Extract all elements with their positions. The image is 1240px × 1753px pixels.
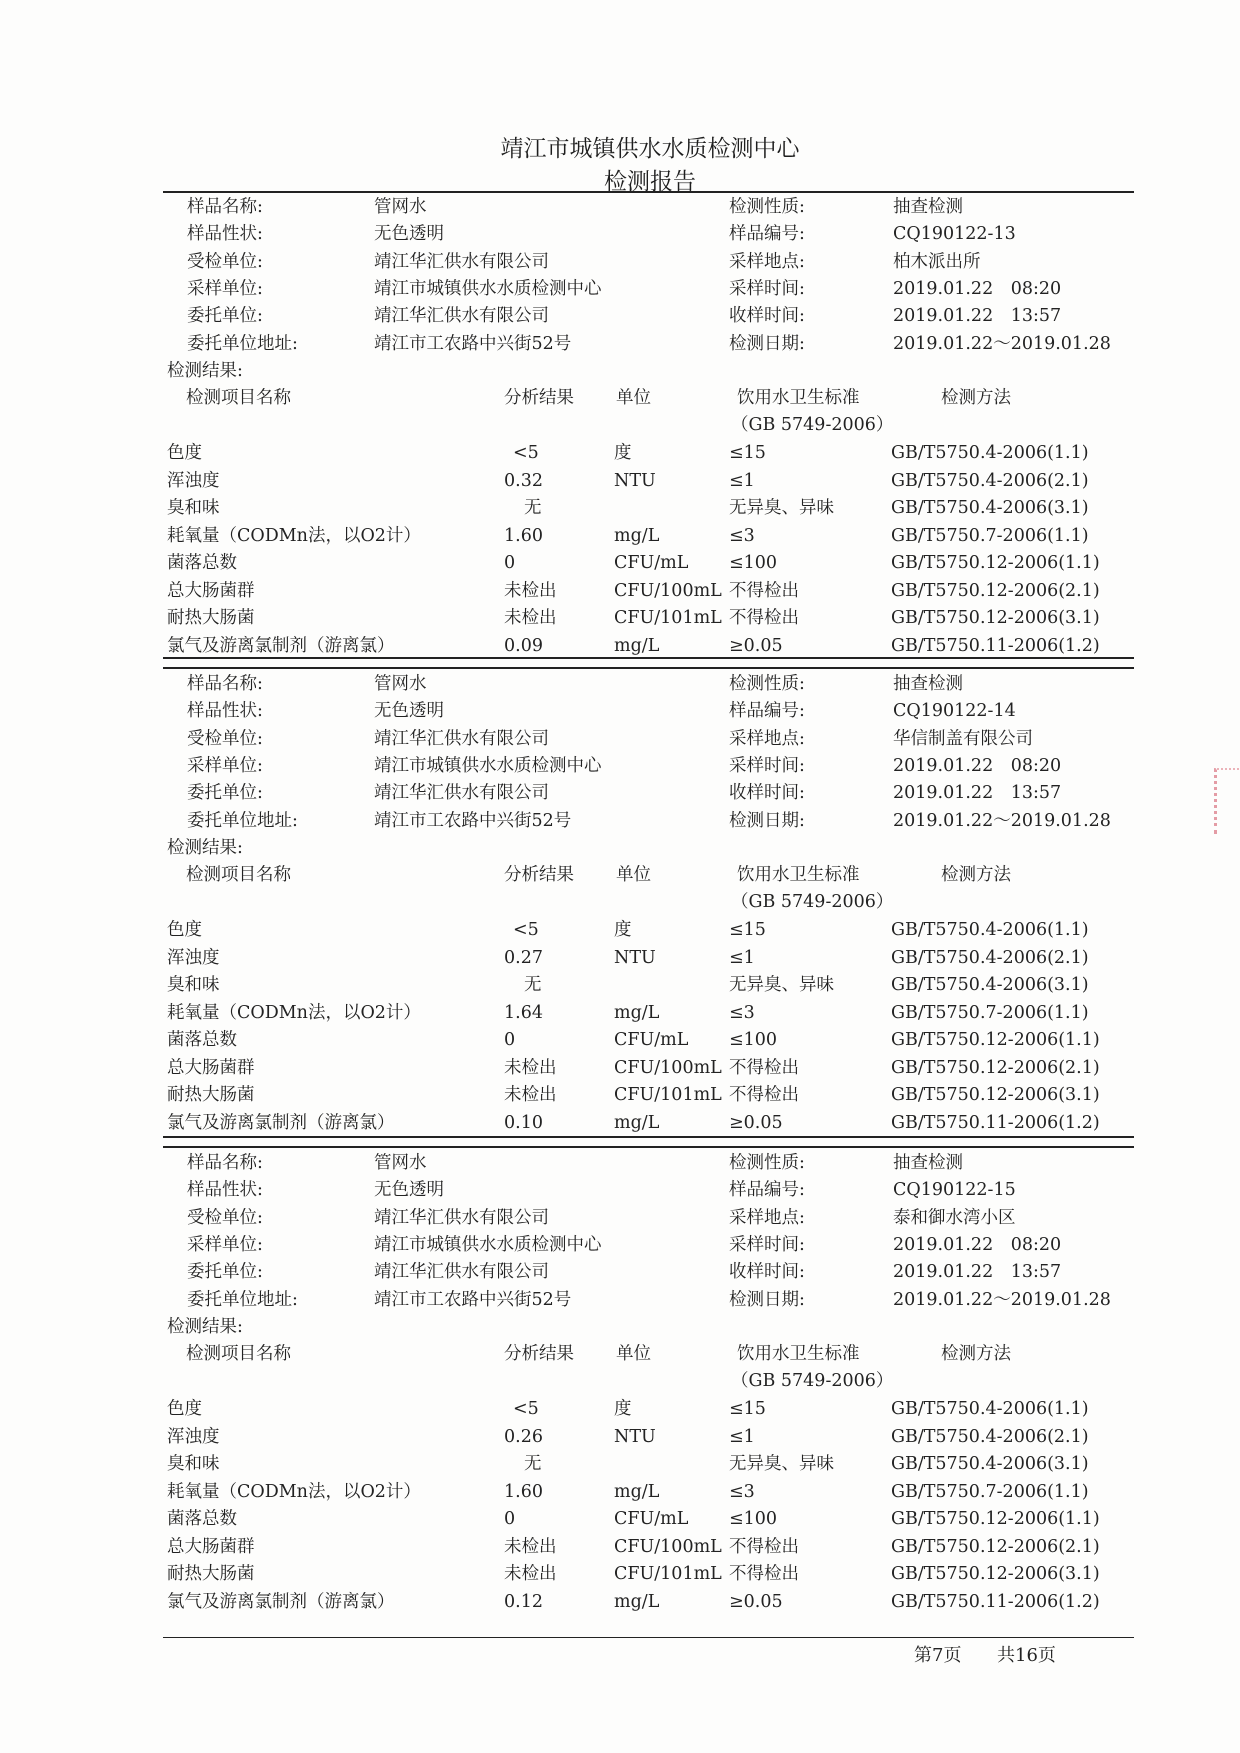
field-label-sampling-time: 采样时间: (729, 1234, 805, 1255)
field-label-sample-no: 样品编号: (729, 701, 805, 722)
cell-item: 色度 (167, 920, 202, 940)
cell-standard: ≤3 (729, 1481, 755, 1502)
field-label-inspected-unit: 受检单位: (187, 251, 263, 272)
results-label: 检测结果: (167, 838, 243, 858)
cell-unit: mg/L (614, 1002, 660, 1023)
cell-result: <5 (513, 443, 539, 463)
cell-method: GB/T5750.12-2006(2.1) (891, 580, 1100, 601)
field-value-receipt-time: 2019.01.22 13:57 (893, 783, 1062, 804)
cell-method: GB/T5750.12-2006(1.1) (891, 1509, 1100, 1529)
col-header-result: 分析结果 (504, 865, 574, 885)
field-value-sampling-unit: 靖江市城镇供水水质检测中心 (374, 1234, 602, 1255)
col-header-standard: 饮用水卫生标准 (737, 865, 860, 885)
field-value-sample-name: 管网水 (374, 197, 427, 217)
cell-unit: CFU/100mL (614, 1536, 722, 1557)
field-value-sample-no: CQ190122-15 (893, 1180, 1016, 1201)
cell-unit: CFU/101mL (614, 1564, 722, 1584)
field-label-sample-no: 样品编号: (729, 224, 805, 245)
field-value-inspected-unit: 靖江华汇供水有限公司 (374, 728, 549, 749)
cell-result: 0.09 (504, 635, 543, 656)
field-value-receipt-time: 2019.01.22 13:57 (893, 306, 1062, 327)
cell-item: 耐热大肠菌 (167, 608, 255, 628)
field-label-sample-property: 样品性状: (187, 701, 263, 722)
cell-method: GB/T5750.12-2006(1.1) (891, 1030, 1100, 1050)
field-value-sample-name: 管网水 (374, 674, 427, 694)
field-value-sampling-unit: 靖江市城镇供水水质检测中心 (374, 755, 602, 776)
field-value-inspected-unit: 靖江华汇供水有限公司 (374, 1207, 549, 1228)
cell-result: 未检出 (504, 1057, 557, 1078)
field-value-test-nature: 抽查检测 (893, 674, 963, 694)
cell-method: GB/T5750.4-2006(3.1) (891, 975, 1089, 995)
cell-method: GB/T5750.4-2006(3.1) (891, 498, 1089, 518)
field-value-sample-no: CQ190122-14 (893, 701, 1016, 722)
cell-method: GB/T5750.4-2006(3.1) (891, 1454, 1089, 1474)
field-label-test-nature: 检测性质: (729, 674, 805, 694)
cell-item: 总大肠菌群 (167, 1536, 255, 1557)
cell-standard: ≤1 (729, 470, 755, 491)
col-header-standard: 饮用水卫生标准 (737, 388, 860, 408)
col-header-method: 检测方法 (941, 1344, 1011, 1364)
field-value-client-address: 靖江市工农路中兴街52号 (374, 1289, 572, 1310)
col-header-item: 检测项目名称 (186, 1344, 291, 1364)
cell-unit: 度 (614, 920, 632, 940)
cell-item: 臭和味 (167, 1454, 220, 1474)
col-header-result: 分析结果 (504, 388, 574, 408)
field-value-client-unit: 靖江华汇供水有限公司 (374, 306, 549, 327)
doc-title: 检测报告 (604, 169, 696, 195)
cell-result: 0.12 (504, 1591, 543, 1612)
cell-item: 耗氧量（CODMn法，以O2计） (167, 1481, 421, 1502)
results-label: 检测结果: (167, 1317, 243, 1337)
cell-method: GB/T5750.4-2006(1.1) (891, 1399, 1089, 1419)
cell-standard: ≤3 (729, 525, 755, 546)
cell-standard: ≤15 (729, 920, 766, 940)
cell-method: GB/T5750.12-2006(3.1) (891, 1085, 1100, 1105)
header-rule (163, 191, 1134, 193)
field-value-test-date: 2019.01.22～2019.01.28 (893, 810, 1111, 831)
field-label-sampling-site: 采样地点: (729, 728, 805, 749)
field-label-client-address: 委托单位地址: (187, 1289, 298, 1310)
cell-standard: 无异臭、异味 (729, 498, 834, 518)
cell-standard: ≥0.05 (729, 1591, 783, 1612)
red-seal-stamp (1214, 768, 1240, 834)
cell-standard: ≤15 (729, 443, 766, 463)
cell-unit: mg/L (614, 1112, 660, 1133)
cell-method: GB/T5750.12-2006(2.1) (891, 1057, 1100, 1078)
page-total: 共16页 (997, 1645, 1056, 1666)
cell-method: GB/T5750.4-2006(2.1) (891, 947, 1089, 968)
cell-item: 色度 (167, 1399, 202, 1419)
field-value-inspected-unit: 靖江华汇供水有限公司 (374, 251, 549, 272)
field-label-sample-name: 样品名称: (187, 1153, 263, 1173)
cell-item: 耗氧量（CODMn法，以O2计） (167, 1002, 421, 1023)
cell-item: 耗氧量（CODMn法，以O2计） (167, 525, 421, 546)
cell-result: 0 (504, 553, 516, 573)
field-value-test-nature: 抽查检测 (893, 197, 963, 217)
cell-unit: CFU/100mL (614, 1057, 722, 1078)
cell-item: 菌落总数 (167, 553, 237, 573)
cell-result: 未检出 (504, 580, 557, 601)
cell-standard: ≤100 (729, 1509, 778, 1529)
cell-item: 浑浊度 (167, 1426, 220, 1447)
cell-standard: ≥0.05 (729, 635, 783, 656)
field-label-sample-name: 样品名称: (187, 674, 263, 694)
col-header-unit: 单位 (616, 388, 651, 408)
field-value-client-unit: 靖江华汇供水有限公司 (374, 783, 549, 804)
cell-method: GB/T5750.7-2006(1.1) (891, 525, 1089, 546)
cell-method: GB/T5750.12-2006(1.1) (891, 553, 1100, 573)
cell-standard: ≤1 (729, 1426, 755, 1447)
cell-standard: ≤1 (729, 947, 755, 968)
field-label-client-address: 委托单位地址: (187, 333, 298, 354)
cell-item: 臭和味 (167, 975, 220, 995)
org-title: 靖江市城镇供水水质检测中心 (500, 136, 800, 162)
field-label-sampling-unit: 采样单位: (187, 278, 263, 299)
cell-result: 未检出 (504, 1564, 557, 1584)
cell-item: 色度 (167, 443, 202, 463)
cell-method: GB/T5750.4-2006(2.1) (891, 1426, 1089, 1447)
cell-result: 未检出 (504, 1536, 557, 1557)
cell-result: 无 (524, 1454, 542, 1474)
cell-item: 耐热大肠菌 (167, 1564, 255, 1584)
cell-result: <5 (513, 1399, 539, 1419)
cell-unit: CFU/mL (614, 1030, 689, 1050)
field-value-test-date: 2019.01.22～2019.01.28 (893, 333, 1111, 354)
field-label-test-date: 检测日期: (729, 810, 805, 831)
field-label-sample-name: 样品名称: (187, 197, 263, 217)
cell-standard: 无异臭、异味 (729, 975, 834, 995)
field-label-sample-property: 样品性状: (187, 1180, 263, 1201)
cell-method: GB/T5750.4-2006(1.1) (891, 920, 1089, 940)
cell-item: 浑浊度 (167, 470, 220, 491)
cell-method: GB/T5750.11-2006(1.2) (891, 1591, 1100, 1612)
cell-standard: ≤100 (729, 1030, 778, 1050)
cell-unit: mg/L (614, 1481, 660, 1502)
cell-method: GB/T5750.11-2006(1.2) (891, 635, 1100, 656)
cell-method: GB/T5750.7-2006(1.1) (891, 1002, 1089, 1023)
field-label-client-address: 委托单位地址: (187, 810, 298, 831)
cell-method: GB/T5750.7-2006(1.1) (891, 1481, 1089, 1502)
cell-item: 菌落总数 (167, 1509, 237, 1529)
field-value-sample-property: 无色透明 (374, 1180, 444, 1201)
cell-unit: NTU (614, 1426, 656, 1447)
field-label-sample-property: 样品性状: (187, 224, 263, 245)
field-label-sampling-unit: 采样单位: (187, 1234, 263, 1255)
field-label-inspected-unit: 受检单位: (187, 728, 263, 749)
field-label-test-date: 检测日期: (729, 1289, 805, 1310)
cell-result: 无 (524, 498, 542, 518)
cell-result: 1.60 (504, 1481, 543, 1502)
cell-unit: 度 (614, 1399, 632, 1419)
results-label: 检测结果: (167, 361, 243, 381)
cell-standard: 不得检出 (729, 1536, 799, 1557)
field-value-sampling-time: 2019.01.22 08:20 (893, 278, 1062, 299)
field-value-sample-name: 管网水 (374, 1153, 427, 1173)
field-label-client-unit: 委托单位: (187, 783, 263, 804)
field-value-sampling-time: 2019.01.22 08:20 (893, 755, 1062, 776)
cell-item: 氯气及游离氯制剂（游离氯） (167, 1591, 395, 1612)
cell-item: 总大肠菌群 (167, 1057, 255, 1078)
footer-rule (163, 1637, 1134, 1638)
field-label-client-unit: 委托单位: (187, 1262, 263, 1283)
cell-result: 未检出 (504, 1085, 557, 1105)
col-header-unit: 单位 (616, 865, 651, 885)
cell-method: GB/T5750.11-2006(1.2) (891, 1112, 1100, 1133)
field-value-receipt-time: 2019.01.22 13:57 (893, 1262, 1062, 1283)
field-value-client-unit: 靖江华汇供水有限公司 (374, 1262, 549, 1283)
cell-item: 总大肠菌群 (167, 580, 255, 601)
cell-unit: CFU/100mL (614, 580, 722, 601)
cell-unit: mg/L (614, 1591, 660, 1612)
cell-method: GB/T5750.12-2006(3.1) (891, 1564, 1100, 1584)
cell-item: 氯气及游离氯制剂（游离氯） (167, 1112, 395, 1133)
cell-standard: 不得检出 (729, 1085, 799, 1105)
cell-result: 无 (524, 975, 542, 995)
field-value-sampling-unit: 靖江市城镇供水水质检测中心 (374, 278, 602, 299)
col-header-result: 分析结果 (504, 1344, 574, 1364)
cell-method: GB/T5750.4-2006(2.1) (891, 470, 1089, 491)
field-value-sample-no: CQ190122-13 (893, 224, 1016, 245)
cell-result: 0 (504, 1030, 516, 1050)
field-value-client-address: 靖江市工农路中兴街52号 (374, 810, 572, 831)
col-header-method: 检测方法 (941, 865, 1011, 885)
field-label-sampling-site: 采样地点: (729, 251, 805, 272)
cell-unit: NTU (614, 470, 656, 491)
col-header-standard-code: （GB 5749-2006） (731, 415, 894, 435)
cell-result: 未检出 (504, 608, 557, 628)
cell-method: GB/T5750.4-2006(1.1) (891, 443, 1089, 463)
cell-unit: CFU/mL (614, 553, 689, 573)
field-value-sampling-site: 华信制盖有限公司 (893, 728, 1033, 749)
field-value-sampling-time: 2019.01.22 08:20 (893, 1234, 1062, 1255)
field-label-sampling-time: 采样时间: (729, 278, 805, 299)
field-label-test-date: 检测日期: (729, 333, 805, 354)
col-header-unit: 单位 (616, 1344, 651, 1364)
field-label-sampling-time: 采样时间: (729, 755, 805, 776)
field-value-test-date: 2019.01.22～2019.01.28 (893, 1289, 1111, 1310)
cell-standard: 不得检出 (729, 1057, 799, 1078)
cell-item: 菌落总数 (167, 1030, 237, 1050)
field-label-test-nature: 检测性质: (729, 1153, 805, 1173)
field-label-receipt-time: 收样时间: (729, 783, 805, 804)
section-divider (163, 657, 1134, 659)
cell-standard: ≤15 (729, 1399, 766, 1419)
cell-unit: 度 (614, 443, 632, 463)
cell-unit: mg/L (614, 635, 660, 656)
field-label-sampling-site: 采样地点: (729, 1207, 805, 1228)
page-number: 第7页 (914, 1645, 962, 1666)
cell-standard: 不得检出 (729, 580, 799, 601)
field-label-test-nature: 检测性质: (729, 197, 805, 217)
cell-result: 0.27 (504, 947, 543, 968)
cell-result: 1.64 (504, 1002, 543, 1023)
cell-result: 1.60 (504, 525, 543, 546)
cell-standard: 不得检出 (729, 608, 799, 628)
cell-result: 0.32 (504, 470, 543, 491)
field-value-sample-property: 无色透明 (374, 701, 444, 722)
cell-standard: 不得检出 (729, 1564, 799, 1584)
field-value-client-address: 靖江市工农路中兴街52号 (374, 333, 572, 354)
field-label-client-unit: 委托单位: (187, 306, 263, 327)
section-divider (163, 1146, 1134, 1148)
field-value-sampling-site: 泰和御水湾小区 (893, 1207, 1016, 1228)
cell-result: 0 (504, 1509, 516, 1529)
field-label-sample-no: 样品编号: (729, 1180, 805, 1201)
cell-item: 臭和味 (167, 498, 220, 518)
cell-item: 耐热大肠菌 (167, 1085, 255, 1105)
cell-unit: CFU/mL (614, 1509, 689, 1529)
field-value-sampling-site: 柏木派出所 (893, 251, 981, 272)
cell-standard: ≥0.05 (729, 1112, 783, 1133)
col-header-item: 检测项目名称 (186, 388, 291, 408)
col-header-standard-code: （GB 5749-2006） (731, 892, 894, 912)
col-header-standard-code: （GB 5749-2006） (731, 1371, 894, 1391)
field-label-sampling-unit: 采样单位: (187, 755, 263, 776)
field-value-test-nature: 抽查检测 (893, 1153, 963, 1173)
cell-result: <5 (513, 920, 539, 940)
col-header-standard: 饮用水卫生标准 (737, 1344, 860, 1364)
cell-method: GB/T5750.12-2006(3.1) (891, 608, 1100, 628)
field-label-receipt-time: 收样时间: (729, 306, 805, 327)
col-header-method: 检测方法 (941, 388, 1011, 408)
cell-result: 0.26 (504, 1426, 543, 1447)
field-label-inspected-unit: 受检单位: (187, 1207, 263, 1228)
section-divider (163, 667, 1134, 669)
cell-method: GB/T5750.12-2006(2.1) (891, 1536, 1100, 1557)
cell-unit: CFU/101mL (614, 608, 722, 628)
cell-unit: CFU/101mL (614, 1085, 722, 1105)
cell-standard: 无异臭、异味 (729, 1454, 834, 1474)
cell-unit: NTU (614, 947, 656, 968)
col-header-item: 检测项目名称 (186, 865, 291, 885)
cell-result: 0.10 (504, 1112, 543, 1133)
cell-unit: mg/L (614, 525, 660, 546)
cell-standard: ≤3 (729, 1002, 755, 1023)
cell-item: 氯气及游离氯制剂（游离氯） (167, 635, 395, 656)
section-divider (163, 1136, 1134, 1138)
cell-standard: ≤100 (729, 553, 778, 573)
cell-item: 浑浊度 (167, 947, 220, 968)
field-value-sample-property: 无色透明 (374, 224, 444, 245)
field-label-receipt-time: 收样时间: (729, 1262, 805, 1283)
